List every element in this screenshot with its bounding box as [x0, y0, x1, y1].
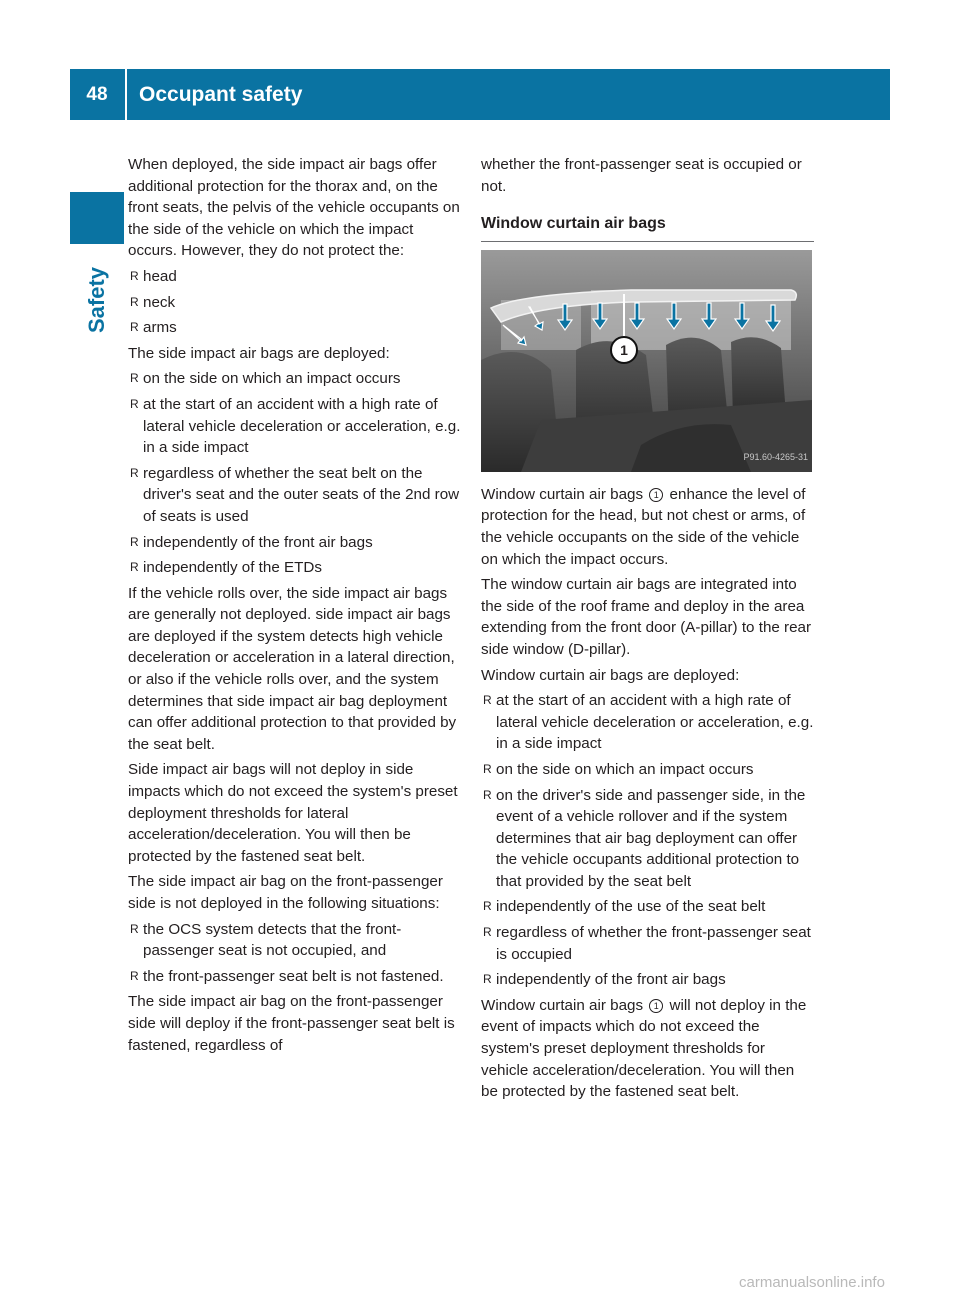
- figure-callout-1: 1: [610, 336, 638, 364]
- paragraph: Window curtain air bags are deployed:: [481, 666, 740, 684]
- paragraph: Side impact air bags will not deploy in side impacts which do not exceed the system's preset deployment thresholds for lateral acceleration/deceleration. You will then be protected by the fastened seat belt.: [128, 761, 458, 865]
- text-run: will not deploy in the event of impacts which do not exceed the system's preset deployment thresholds for vehicle acceleration/deceleration. You will then be protected by the fastened seat belt.: [481, 996, 807, 1101]
- list-item: R the OCS system detects that the front-passenger seat is not occupied, and: [128, 919, 463, 962]
- watermark: carmanualsonline.info: [739, 1274, 885, 1291]
- list-item: R regardless of whether the front-passenger seat is occupied: [481, 922, 814, 965]
- list-item: R neck: [128, 292, 463, 314]
- callout-1-icon: 1: [649, 999, 663, 1013]
- paragraph: When deployed, the side impact air bags offer additional protection for the thorax and, on the front seats, the pelvis of the vehicle occupants on the side of the vehicle on which the impact occurs. However, they do not protect the:: [128, 156, 460, 260]
- callout-1-icon: 1: [649, 488, 663, 502]
- paragraph: The side impact air bags are deployed:: [128, 344, 390, 362]
- paragraph: The side impact air bag on the front-passenger side is not deployed in the following situations:: [128, 873, 443, 912]
- paragraph: [481, 995, 814, 1103]
- paragraph: whether the front-passenger seat is occupied or not.: [481, 156, 802, 195]
- curtain-airbag-figure: [481, 250, 812, 472]
- paragraph: If the vehicle rolls over, the side impact air bags are generally not deployed. side impact air bags are deployed if the system detects high vehicle deceleration or acceleration in a lateral direction, or also if the vehicle rolls over, and the system determines that side impact air bag deployment can offer additional protection to that provided by the seat belt.: [128, 584, 457, 753]
- header-divider: [125, 69, 127, 120]
- bullet-list: [128, 266, 463, 339]
- list-item: R independently of the ETDs: [128, 557, 463, 579]
- list-item: R independently of the front air bags: [481, 969, 814, 991]
- text-run: Window curtain air bags: [481, 996, 644, 1014]
- bullet-list: [481, 690, 814, 991]
- side-section-label: Safety: [84, 266, 109, 334]
- section-title: Occupant safety: [139, 83, 303, 106]
- paragraph: The side impact air bag on the front-passenger side will deploy if the front-passenger seat belt is fastened, regardless of: [128, 993, 455, 1054]
- bullet-list: [128, 368, 463, 578]
- right-column: [481, 154, 814, 1107]
- list-item: R arms: [128, 317, 463, 339]
- list-item: R independently of the front air bags: [128, 532, 463, 554]
- section-heading: Window curtain air bags: [481, 213, 814, 242]
- list-item: R head: [128, 266, 463, 288]
- list-item: R on the driver's side and passenger side, in the event of a vehicle rollover and if the system determines that air bag deployment can offer the vehicle occupants additional protection to that provided by the seat belt: [481, 785, 814, 893]
- list-item: R at the start of an accident with a high rate of lateral vehicle deceleration or acceleration, e.g. in a side impact: [128, 394, 463, 459]
- vehicle-interior-illustration: [481, 250, 812, 472]
- left-column: [128, 154, 463, 1060]
- list-item: R on the side on which an impact occurs: [481, 759, 814, 781]
- paragraph: [481, 484, 814, 570]
- list-item: R regardless of whether the seat belt on the driver's seat and the outer seats of the 2nd row of seats is used: [128, 463, 463, 528]
- text-run: enhance the level of protection for the head, but not chest or arms, of the vehicle occupants on the side of the vehicle on which the impact occurs.: [481, 485, 806, 568]
- list-item: R at the start of an accident with a high rate of lateral vehicle deceleration or acceleration, e.g. in a side impact: [481, 690, 814, 755]
- bullet-list: [128, 919, 463, 988]
- figure-code: P91.60-4265-31: [743, 452, 808, 463]
- list-item: R independently of the use of the seat belt: [481, 896, 814, 918]
- page-number: 48: [86, 83, 108, 105]
- list-item: R the front-passenger seat belt is not fastened.: [128, 966, 463, 988]
- paragraph: The window curtain air bags are integrated into the side of the roof frame and deploy in the area extending from the front door (A-pillar) to the rear side window (D-pillar).: [481, 576, 812, 658]
- text-run: Window curtain air bags: [481, 485, 644, 503]
- side-tab-marker: [70, 192, 124, 244]
- list-item: R on the side on which an impact occurs: [128, 368, 463, 390]
